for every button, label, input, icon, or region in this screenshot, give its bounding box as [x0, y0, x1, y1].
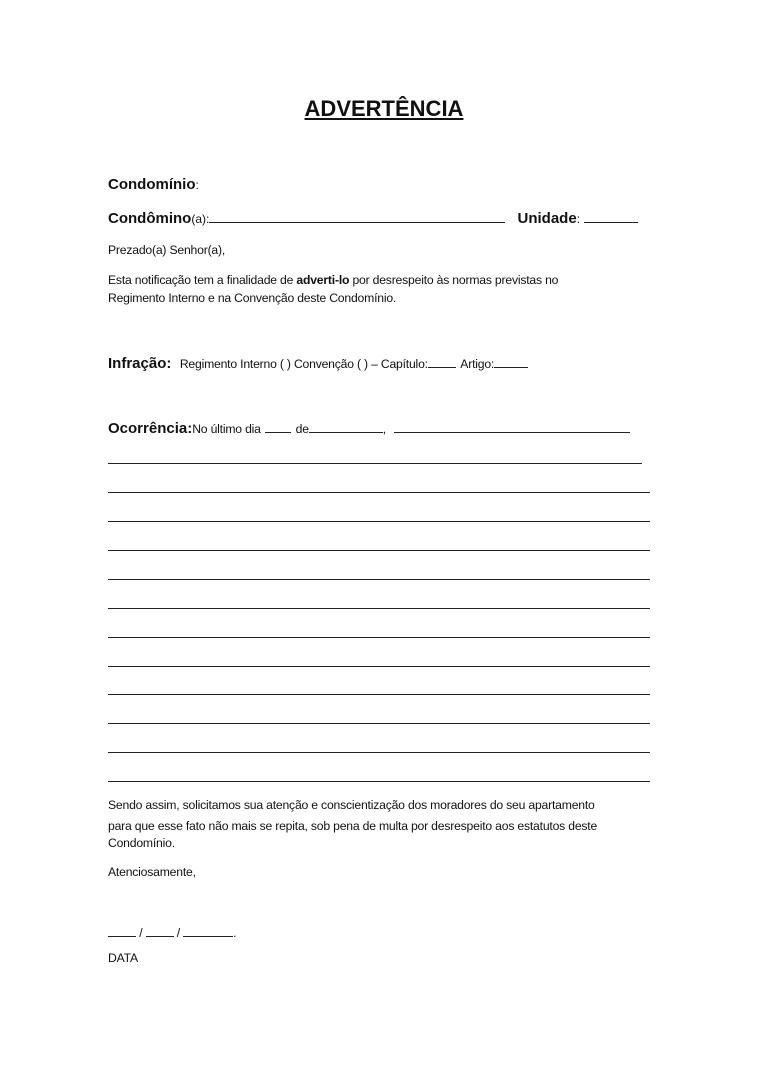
ocorrencia-text: No último dia: [192, 422, 261, 436]
closing-line-2: para que esse fato não mais se repita, sob pena de multa por desrespeito aos estatutos deste: [108, 819, 598, 833]
condominio-label: Condomínio: [108, 176, 196, 193]
intro-text: por desrespeito às normas previstas no: [349, 273, 559, 287]
regards: Atenciosamente,: [108, 865, 196, 879]
ocorrencia-line[interactable]: [108, 521, 650, 522]
ocorrencia-line[interactable]: [108, 666, 650, 667]
unidade-label: Unidade: [517, 210, 577, 227]
ocorrencia-line[interactable]: [108, 579, 650, 580]
ocorrencia-label: Ocorrência:: [108, 420, 193, 437]
condomino-blank[interactable]: [209, 210, 505, 223]
condominio-field: [108, 176, 199, 193]
ocorrencia-line[interactable]: [108, 752, 650, 753]
closing-line-1: Sendo assim, solicitamos sua atenção e conscientização dos moradores do seu apartamento: [108, 798, 595, 812]
date-separator: /: [139, 926, 143, 940]
condomino-field: [108, 210, 638, 227]
dia-blank[interactable]: [265, 420, 291, 433]
infracao-label: Infração:: [108, 355, 172, 372]
intro-line-2: Regimento Interno e na Convenção deste Condomínio.: [108, 291, 397, 305]
ocorrencia-line[interactable]: [108, 492, 650, 493]
month-blank[interactable]: [146, 924, 174, 937]
infracao-options: Regimento Interno ( ) Convenção ( ) – Capítulo:: [179, 357, 428, 371]
mes-blank[interactable]: [309, 420, 383, 433]
ocorrencia-line[interactable]: [108, 608, 650, 609]
document-title: ADVERTÊNCIA: [304, 96, 464, 121]
ocorrencia-blank[interactable]: [394, 420, 630, 433]
intro-line-1: [108, 273, 558, 287]
artigo-blank[interactable]: [494, 355, 528, 368]
year-blank[interactable]: [183, 924, 233, 937]
infracao-row: [108, 355, 528, 373]
intro-text: Esta notificação tem a finalidade de: [108, 273, 297, 287]
date-separator: /: [176, 926, 180, 940]
capitulo-blank[interactable]: [428, 355, 456, 368]
date-row: [108, 924, 236, 940]
ocorrencia-line[interactable]: [108, 723, 650, 724]
ocorrencia-line[interactable]: [108, 637, 650, 638]
condomino-suffix: (a):: [191, 212, 210, 226]
artigo-label: Artigo:: [460, 357, 495, 371]
intro-bold: adverti-lo: [296, 273, 350, 287]
unidade-blank[interactable]: [584, 210, 638, 223]
date-label: DATA: [108, 951, 138, 965]
day-blank[interactable]: [108, 924, 136, 937]
ocorrencia-text: de: [295, 422, 309, 436]
ocorrencia-line[interactable]: [108, 694, 650, 695]
comma: ,: [382, 422, 386, 436]
ocorrencia-row: [108, 420, 630, 438]
condomino-label: Condômino: [108, 210, 192, 227]
closing-line-3: Condomínio.: [108, 836, 175, 850]
colon: :: [576, 212, 581, 226]
colon: :: [195, 178, 199, 192]
period: .: [233, 926, 237, 940]
ocorrencia-line[interactable]: [108, 463, 642, 464]
ocorrencia-line[interactable]: [108, 781, 650, 782]
greeting: Prezado(a) Senhor(a),: [108, 243, 226, 257]
ocorrencia-line[interactable]: [108, 550, 650, 551]
